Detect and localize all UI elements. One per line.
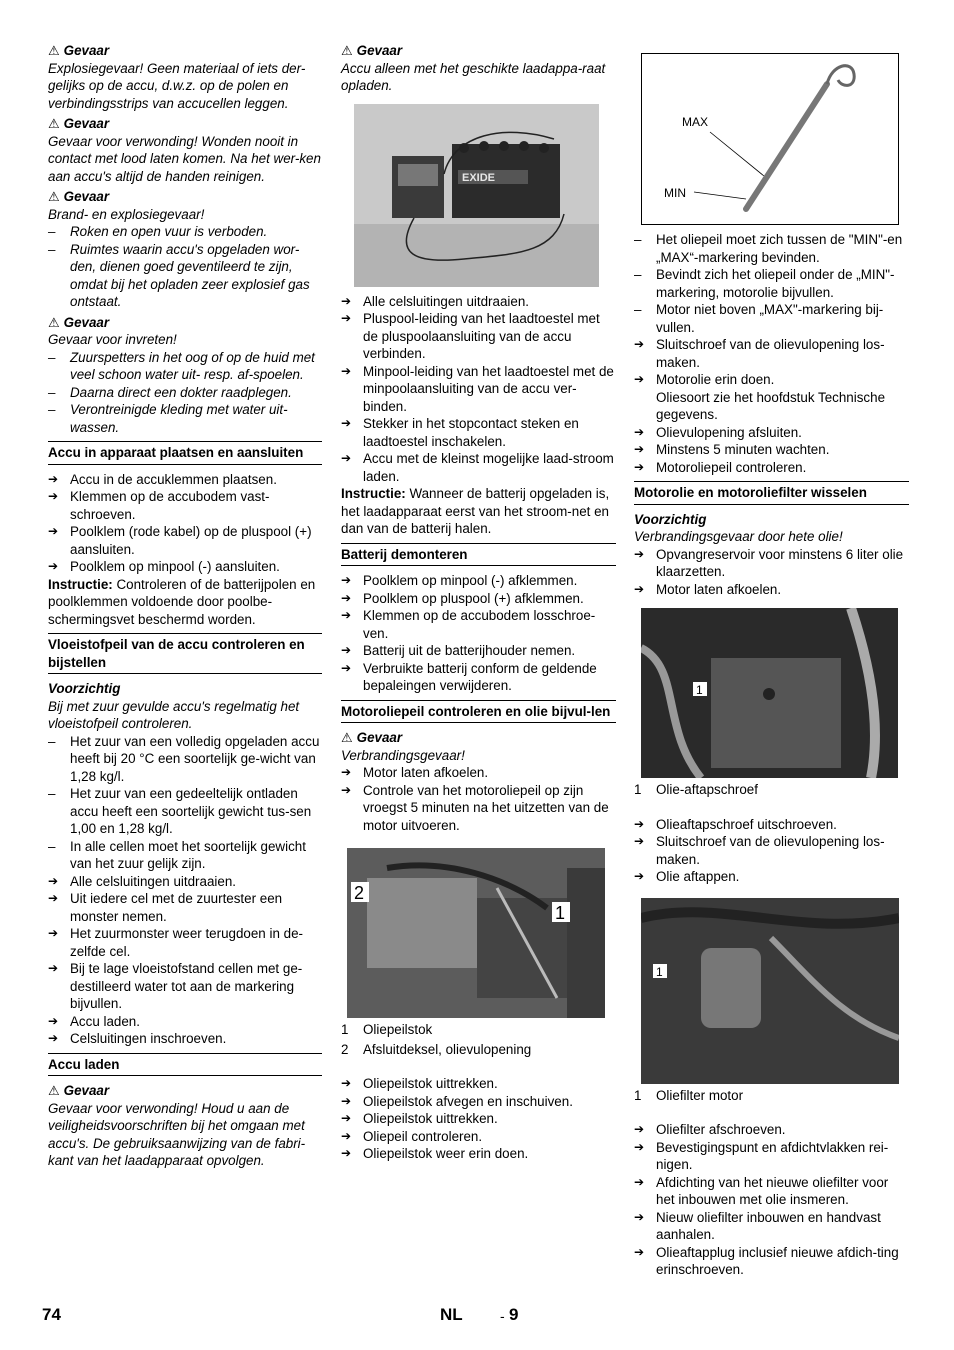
arrow-icon: ➔: [48, 926, 59, 940]
list-item: – Roken en open vuur is verboden.: [48, 224, 268, 239]
warning-heading: ⚠ Gevaar: [48, 116, 110, 131]
step-item: ➔ Oliepeil controleren.: [341, 1128, 483, 1144]
arrow-icon: ➔: [48, 559, 59, 573]
step-item: ➔ Motorolie erin doen. Oliesoort zie het hoofdstuk Technische gegevens.: [634, 372, 886, 422]
warning-heading: ⚠ Gevaar: [48, 1083, 110, 1098]
arrow-icon: ➔: [634, 1244, 645, 1259]
svg-text:2: 2: [354, 883, 365, 903]
list-item: – Verontreinigde kleding met water uit-wassen.: [48, 402, 288, 435]
step-item: ➔ Olieaftapplug inclusief nieuwe afdich-ting erinschroeven.: [634, 1244, 899, 1277]
page-number: 74: [42, 1305, 61, 1324]
step-item: ➔ Opvangreservoir voor minstens 6 liter olie klaarzetten.: [634, 546, 904, 579]
arrow-icon: ➔: [634, 337, 645, 351]
list-item: – Het oliepeil moet zich tussen de "MIN"-en „MAX“-markering bevinden.: [634, 232, 903, 265]
step-item: ➔ Sluitschroef van de olievulopening los-maken.: [634, 337, 885, 370]
dipstick-diagram: [641, 53, 899, 225]
warning-icon: ⚠: [341, 43, 353, 58]
arrow-icon: ➔: [341, 293, 352, 308]
section-title: Batterij demonteren: [341, 543, 616, 567]
battery-charger-photo: [354, 104, 599, 287]
step-item: ➔ Batterij uit de batterijhouder nemen.: [341, 643, 576, 658]
arrow-icon: ➔: [48, 1013, 59, 1028]
section-title: Vloeistofpeil van de accu controleren en bijstellen: [48, 633, 322, 674]
figure-caption: 1 Olie-aftapschroef: [634, 782, 758, 797]
step-item: ➔ Motor laten afkoelen.: [634, 581, 782, 597]
step-item: ➔ Klemmen op de accubodem losschroe-ven.: [341, 608, 596, 641]
step-item: ➔ Het zuurmonster weer terugdoen in de-zelfde cel.: [48, 926, 303, 959]
arrow-icon: ➔: [634, 442, 645, 456]
arrow-icon: ➔: [341, 608, 352, 622]
section-title: Accu in apparaat plaatsen en aansluiten: [48, 441, 322, 465]
warning-heading: ⚠ Gevaar: [48, 314, 110, 330]
step-item: ➔ Oliepeilstok weer erin doen.: [341, 1146, 529, 1161]
arrow-icon: ➔: [341, 660, 352, 675]
svg-text:1: 1: [656, 964, 663, 979]
svg-text:MIN: MIN: [664, 186, 686, 200]
arrow-icon: ➔: [634, 1174, 645, 1189]
step-item: ➔ Minstens 5 minuten wachten.: [634, 442, 830, 457]
section-page-number: 9: [509, 1305, 519, 1324]
arrow-icon: ➔: [48, 524, 59, 538]
warning-text: Gevaar voor invreten!: [48, 332, 177, 347]
instruction: Instructie: Controleren of de batterijpolen en poolklemmen voldoende door poolbe-schermingsvet beschermd worden.: [48, 576, 316, 627]
oil-drain-illustration: [641, 608, 898, 778]
instruction: Instructie: Wanneer de batterij opgeladen is, het laadapparaat eerst van het stroom-net en dan van de batterij halen.: [341, 486, 610, 536]
arrow-icon: ➔: [634, 581, 645, 596]
warning-text: Gevaar voor verwonding! Houd u aan de veiligheidsvoorschriften bij het omgaan met accu's. De gebruiksaanwijzing van de fabri-kant van het laadapparaat opvolgen.: [48, 1100, 306, 1168]
caution-text: Bij met zuur gevulde accu's regelmatig het vloeistofpeil controleren.: [48, 698, 300, 731]
engine-illustration: [347, 848, 605, 1018]
list-item: – Bevindt zich het oliepeil onder de „MIN"-markering, motorolie bijvullen.: [634, 267, 895, 300]
svg-text:EXIDE: EXIDE: [462, 171, 496, 184]
arrow-icon: ➔: [634, 546, 645, 561]
step-item: ➔ Accu in de accuklemmen plaatsen.: [48, 471, 277, 487]
svg-text:MAX: MAX: [682, 115, 709, 129]
step-item: ➔ Olie aftappen.: [634, 869, 740, 884]
step-item: ➔ Poolklem op minpool (-) aansluiten.: [48, 559, 280, 574]
arrow-icon: ➔: [634, 1122, 645, 1136]
step-item: ➔ Olieaftapschroef uitschroeven.: [634, 816, 837, 832]
battery-charger-illustration: [354, 104, 599, 287]
column-3: [634, 42, 909, 1279]
arrow-icon: ➔: [341, 416, 352, 430]
arrow-icon: ➔: [341, 1128, 352, 1143]
warning-text: Verbrandingsgevaar!: [341, 747, 465, 763]
list-item: – Zuurspetters in het oog of op de huid met veel schoon water uit- resp. af-spoelen.: [48, 349, 315, 382]
warning-text: Gevaar voor verwonding! Wonden nooit in contact met lood laten komen. Na het wer-ken aan accu's altijd de handen reinigen.: [48, 133, 321, 184]
list-item: – Het zuur van een volledig opgeladen accu heeft bij 20 °C een soortelijk ge-wicht van 1,28 kg/l.: [48, 733, 320, 784]
arrow-icon: ➔: [634, 869, 645, 883]
warning-text: Accu alleen met het geschikte laadappa-raat opladen.: [341, 60, 606, 93]
warning-icon: ⚠: [48, 1083, 60, 1098]
column-1: [48, 42, 322, 1170]
arrow-icon: ➔: [341, 363, 352, 378]
step-item: ➔ Stekker in het stopcontact steken en laadtoestel inschakelen.: [341, 416, 579, 449]
warning-icon: ⚠: [341, 730, 353, 745]
language-code: NL: [440, 1305, 463, 1324]
arrow-icon: ➔: [634, 1139, 645, 1154]
list-item: – Ruimtes waarin accu's opgeladen wor-den, dienen goed geventileerd te zijn, omdat bij het opladen zeer explosief gas ontstaat.: [48, 241, 310, 309]
arrow-icon: ➔: [341, 1093, 352, 1108]
step-item: ➔ Minpool-leiding van het laadtoestel met de minpoolaansluiting van de accu ver-binden.: [341, 363, 614, 414]
step-item: ➔ Oliepeilstok uittrekken.: [341, 1111, 498, 1126]
arrow-icon: ➔: [48, 489, 59, 503]
caution-text: Verbrandingsgevaar door hete olie!: [634, 529, 843, 544]
step-item: ➔ Motor laten afkoelen.: [341, 765, 489, 780]
arrow-icon: ➔: [634, 372, 645, 386]
step-item: ➔ Sluitschroef van de olievulopening los-maken.: [634, 834, 885, 867]
step-item: ➔ Accu laden.: [48, 1013, 140, 1029]
arrow-icon: ➔: [341, 590, 352, 605]
arrow-icon: ➔: [634, 424, 645, 439]
warning-heading: ⚠ Gevaar: [48, 189, 110, 204]
warning-icon: ⚠: [48, 43, 60, 58]
arrow-icon: ➔: [341, 1076, 352, 1090]
step-item: ➔ Klemmen op de accubodem vast-schroeven.: [48, 489, 270, 522]
list-item: – In alle cellen moet het soortelijk gewicht van het zuur gelijk zijn.: [48, 838, 306, 871]
arrow-icon: ➔: [341, 573, 352, 587]
step-item: ➔ Uit iedere cel met de zuurtester een monster nemen.: [48, 891, 283, 924]
footer-separator: -: [500, 1308, 505, 1324]
oil-note: Oliesoort zie het hoofdstuk Technische gegevens.: [656, 389, 886, 422]
arrow-icon: ➔: [634, 816, 645, 831]
arrow-icon: ➔: [48, 471, 59, 486]
arrow-icon: ➔: [341, 782, 352, 797]
warning-heading: ⚠ Gevaar: [48, 43, 110, 58]
caution-heading: Voorzichtig: [48, 681, 121, 696]
step-item: ➔ Olievulopening afsluiten.: [634, 424, 802, 440]
list-item: – Het zuur van een gedeeltelijk ontladen accu heeft een soortelijk gewicht tus-sen 1,00 en 1,28 kg/l.: [48, 786, 312, 836]
arrow-icon: ➔: [48, 891, 59, 905]
step-item: ➔ Bevestigingspunt en afdichtvlakken rei-nigen.: [634, 1139, 889, 1172]
step-item: ➔ Poolklem op pluspool (+) afklemmen.: [341, 590, 584, 606]
step-item: ➔ Alle celsluitingen uitdraaien.: [341, 293, 529, 309]
step-item: ➔ Celsluitingen inschroeven.: [48, 1031, 227, 1046]
arrow-icon: ➔: [341, 643, 352, 657]
warning-icon: ⚠: [48, 116, 60, 131]
warning-text: Brand- en explosiegevaar!: [48, 206, 205, 222]
oil-filter-photo: [641, 898, 899, 1084]
arrow-icon: ➔: [48, 873, 59, 888]
step-item: ➔ Afdichting van het nieuwe oliefilter voor het inbouwen met olie insmeren.: [634, 1174, 889, 1207]
step-item: ➔ Pluspool-leiding van het laadtoestel met de pluspoolaansluiting van de accu verbinden.: [341, 311, 600, 361]
svg-text:1: 1: [555, 903, 566, 923]
section-title: Motoroliepeil controleren en olie bijvul-len: [341, 700, 616, 724]
arrow-icon: ➔: [341, 451, 352, 465]
warning-icon: ⚠: [48, 189, 60, 204]
arrow-icon: ➔: [341, 311, 352, 325]
oil-drain-photo: [641, 608, 898, 778]
step-item: ➔ Bij te lage vloeistofstand cellen met ge-destilleerd water tot aan de markering bijvullen.: [48, 961, 303, 1011]
step-item: ➔ Oliepeilstok afvegen en inschuiven.: [341, 1093, 573, 1109]
engine-dipstick-photo: [347, 848, 605, 1018]
step-item: ➔ Motoroliepeil controleren.: [634, 459, 807, 475]
warning-heading: ⚠ Gevaar: [341, 730, 403, 745]
oil-filter-illustration: [641, 898, 899, 1084]
figure-caption: 1 Oliepeilstok: [341, 1022, 433, 1037]
figure-caption: 1 Oliefilter motor: [634, 1087, 744, 1103]
arrow-icon: ➔: [634, 1209, 645, 1224]
arrow-icon: ➔: [341, 765, 352, 779]
step-item: ➔ Poolklem op minpool (-) afklemmen.: [341, 573, 578, 588]
warning-text: Explosiegevaar! Geen materiaal of iets der-gelijks op de accu, d.w.z. op de polen en verbindingsstrips van accucellen leggen.: [48, 60, 306, 111]
svg-text:1: 1: [696, 683, 703, 697]
section-title: Motorolie en motoroliefilter wisselen: [634, 481, 909, 505]
figure-caption: 2 Afsluitdeksel, olievulopening: [341, 1041, 532, 1057]
step-item: ➔ Poolklem (rode kabel) op de pluspool (+) aansluiten.: [48, 524, 312, 557]
column-2: [341, 42, 616, 1163]
caution-heading: Voorzichtig: [634, 511, 707, 527]
step-item: ➔ Nieuw oliefilter inbouwen en handvast aanhalen.: [634, 1209, 881, 1242]
dipstick-illustration: [642, 54, 898, 224]
arrow-icon: ➔: [48, 961, 59, 975]
list-item: – Daarna direct een dokter raadplegen.: [48, 384, 292, 400]
arrow-icon: ➔: [341, 1146, 352, 1160]
step-item: ➔ Oliepeilstok uittrekken.: [341, 1076, 498, 1091]
warning-icon: ⚠: [48, 314, 60, 330]
section-title: Accu laden: [48, 1053, 322, 1077]
step-item: ➔ Accu met de kleinst mogelijke laad-stroom laden.: [341, 451, 614, 484]
warning-heading: ⚠ Gevaar: [341, 43, 403, 58]
arrow-icon: ➔: [634, 834, 645, 848]
list-item: – Motor niet boven „MAX"-markering bij-vullen.: [634, 302, 884, 335]
arrow-icon: ➔: [634, 459, 645, 474]
arrow-icon: ➔: [48, 1031, 59, 1045]
step-item: ➔ Oliefilter afschroeven.: [634, 1122, 786, 1137]
step-item: ➔ Controle van het motoroliepeil op zijn vroegst 5 minuten na het uitzetten van de motor uitvoeren.: [341, 782, 609, 833]
arrow-icon: ➔: [341, 1111, 352, 1125]
step-item: ➔ Verbruikte batterij conform de geldende bepaleingen verwijderen.: [341, 660, 597, 693]
step-item: ➔ Alle celsluitingen uitdraaien.: [48, 873, 236, 889]
